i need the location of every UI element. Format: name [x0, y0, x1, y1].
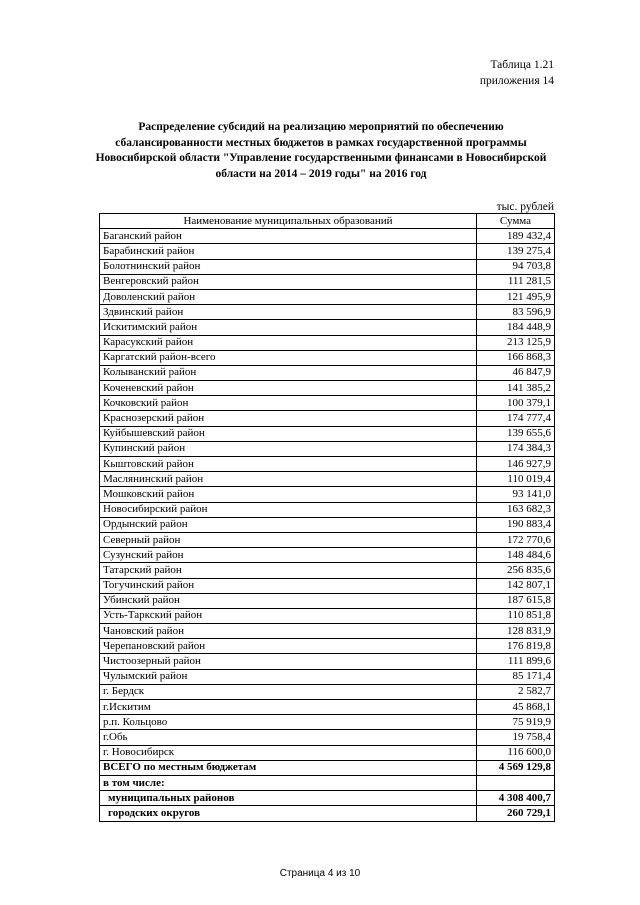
table-row — [100, 244, 555, 259]
amount-cell: 111 281,5 — [477, 274, 555, 289]
municipality-name-cell: Усть-Таркский район — [100, 608, 477, 623]
municipality-name-cell: Болотнинский район — [100, 259, 477, 274]
appendix-reference: приложения 14 — [479, 75, 554, 87]
amount-cell: 260 729,1 — [477, 806, 555, 821]
amount-cell: 111 899,6 — [477, 654, 555, 669]
amount-cell — [477, 775, 555, 790]
amount-cell: 146 927,9 — [477, 457, 555, 472]
table-row — [100, 396, 555, 411]
amount-cell: 100 379,1 — [477, 396, 555, 411]
amount-cell: 110 019,4 — [477, 472, 555, 487]
amount-cell: 174 777,4 — [477, 411, 555, 426]
municipality-name-cell: Татарский район — [100, 563, 477, 578]
amount-cell: 116 600,0 — [477, 745, 555, 760]
document-title: Распределение субсидий на реализацию мероприятий по обеспечению сбалансированности местных бюджетов в рамках государственной программы Новосибирской области "Управление государственными финансами в Новосибирской области на 2014 – 2019 годы" на 2016 год — [95, 121, 547, 180]
amount-cell: 256 835,6 — [477, 563, 555, 578]
municipality-name-cell: г. Новосибирск — [100, 745, 477, 760]
subtotal-row — [100, 806, 555, 821]
table-row — [100, 305, 555, 320]
municipality-name-cell: Новосибирский район — [100, 502, 477, 517]
amount-cell: 176 819,8 — [477, 639, 555, 654]
municipality-name-cell: Купинский район — [100, 441, 477, 456]
municipality-name-cell: городских округов — [100, 806, 477, 821]
amount-cell: 46 847,9 — [477, 365, 555, 380]
municipality-name-cell: г.Искитим — [100, 700, 477, 715]
municipality-name-cell: г. Бердск — [100, 684, 477, 699]
amount-cell: 75 919,9 — [477, 715, 555, 730]
municipality-name-cell: Маслянинский район — [100, 472, 477, 487]
amount-cell: 139 275,4 — [477, 244, 555, 259]
municipality-name-cell: р.п. Кольцово — [100, 715, 477, 730]
table-row — [100, 441, 555, 456]
municipality-name-cell: Чулымский район — [100, 669, 477, 684]
municipality-name-cell: Чистоозерный район — [100, 654, 477, 669]
municipality-name-cell: Кыштовский район — [100, 457, 477, 472]
including-row — [100, 775, 555, 790]
table-row — [100, 563, 555, 578]
table-row — [100, 411, 555, 426]
amount-cell: 83 596,9 — [477, 305, 555, 320]
table-row — [100, 578, 555, 593]
amount-cell: 139 655,6 — [477, 426, 555, 441]
municipality-name-cell: Кочковский район — [100, 396, 477, 411]
amount-cell: 128 831,9 — [477, 624, 555, 639]
municipality-name-cell: Тогучинский район — [100, 578, 477, 593]
amount-cell: 142 807,1 — [477, 578, 555, 593]
amount-cell: 166 868,3 — [477, 350, 555, 365]
amount-cell: 4 569 129,8 — [477, 760, 555, 775]
table-row — [100, 624, 555, 639]
table-row — [100, 381, 555, 396]
subsidy-table-body — [100, 214, 555, 822]
column-header-sum: Сумма — [477, 214, 555, 229]
amount-cell: 141 385,2 — [477, 381, 555, 396]
municipality-name-cell: Карасукский район — [100, 335, 477, 350]
amount-cell: 213 125,9 — [477, 335, 555, 350]
table-number: Таблица 1.21 — [490, 59, 554, 71]
amount-cell: 45 868,1 — [477, 700, 555, 715]
municipality-name-cell: муниципальных районов — [100, 791, 477, 806]
subtotal-row — [100, 791, 555, 806]
table-row — [100, 365, 555, 380]
municipality-name-cell: Здвинский район — [100, 305, 477, 320]
amount-cell: 85 171,4 — [477, 669, 555, 684]
table-row — [100, 229, 555, 244]
municipality-name-cell: Ордынский район — [100, 517, 477, 532]
municipality-name-cell: Черепановский район — [100, 639, 477, 654]
table-row — [100, 320, 555, 335]
municipality-name-cell: ВСЕГО по местным бюджетам — [100, 760, 477, 775]
amount-cell: 93 141,0 — [477, 487, 555, 502]
municipality-name-cell: г.Обь — [100, 730, 477, 745]
amount-cell: 184 448,9 — [477, 320, 555, 335]
table-row — [100, 715, 555, 730]
municipality-name-cell: Доволенский район — [100, 289, 477, 304]
table-row — [100, 350, 555, 365]
table-row — [100, 335, 555, 350]
amount-cell: 172 770,6 — [477, 532, 555, 547]
amount-cell: 190 883,4 — [477, 517, 555, 532]
units-label: тыс. рублей — [496, 201, 554, 213]
municipality-name-cell: Венгеровский район — [100, 274, 477, 289]
municipality-name-cell: Куйбышевский район — [100, 426, 477, 441]
municipality-name-cell: Чановский район — [100, 624, 477, 639]
amount-cell: 163 682,3 — [477, 502, 555, 517]
municipality-name-cell: Барабинский район — [100, 244, 477, 259]
page-number: Страница 4 из 10 — [279, 868, 361, 879]
amount-cell: 19 758,4 — [477, 730, 555, 745]
table-row — [100, 472, 555, 487]
amount-cell: 148 484,6 — [477, 548, 555, 563]
subsidy-table — [99, 213, 555, 822]
municipality-name-cell: Колыванский район — [100, 365, 477, 380]
municipality-name-cell: Баганский район — [100, 229, 477, 244]
municipality-name-cell: Каргатский район-всего — [100, 350, 477, 365]
municipality-name-cell: в том числе: — [100, 775, 477, 790]
total-row — [100, 760, 555, 775]
table-row — [100, 289, 555, 304]
table-row — [100, 684, 555, 699]
table-row — [100, 608, 555, 623]
amount-cell: 174 384,3 — [477, 441, 555, 456]
amount-cell: 189 432,4 — [477, 229, 555, 244]
amount-cell: 94 703,8 — [477, 259, 555, 274]
table-row — [100, 654, 555, 669]
municipality-name-cell: Сузунский район — [100, 548, 477, 563]
table-row — [100, 745, 555, 760]
table-row — [100, 593, 555, 608]
table-row — [100, 259, 555, 274]
column-header-name: Наименование муниципальных образований — [100, 214, 477, 229]
table-header-row — [100, 214, 555, 229]
table-row — [100, 487, 555, 502]
amount-cell: 187 615,8 — [477, 593, 555, 608]
table-row — [100, 426, 555, 441]
table-row — [100, 502, 555, 517]
municipality-name-cell: Искитимский район — [100, 320, 477, 335]
amount-cell: 110 851,8 — [477, 608, 555, 623]
municipality-name-cell: Коченевский район — [100, 381, 477, 396]
municipality-name-cell: Убинский район — [100, 593, 477, 608]
table-row — [100, 532, 555, 547]
municipality-name-cell: Мошковский район — [100, 487, 477, 502]
municipality-name-cell: Северный район — [100, 532, 477, 547]
table-row — [100, 517, 555, 532]
table-row — [100, 457, 555, 472]
table-row — [100, 274, 555, 289]
amount-cell: 4 308 400,7 — [477, 791, 555, 806]
municipality-name-cell: Краснозерский район — [100, 411, 477, 426]
table-row — [100, 700, 555, 715]
amount-cell: 121 495,9 — [477, 289, 555, 304]
table-row — [100, 548, 555, 563]
table-row — [100, 639, 555, 654]
table-row — [100, 669, 555, 684]
amount-cell: 2 582,7 — [477, 684, 555, 699]
table-row — [100, 730, 555, 745]
